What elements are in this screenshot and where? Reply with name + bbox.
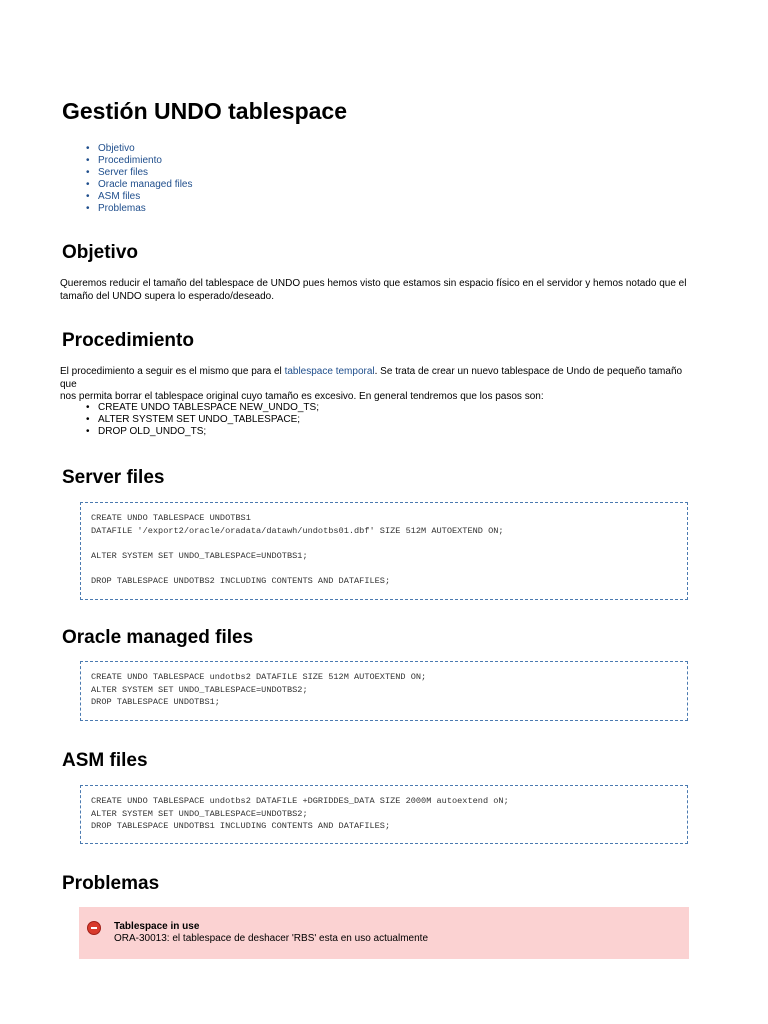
- code-line: ALTER SYSTEM SET UNDO_TABLESPACE=UNDOTBS2;: [91, 808, 308, 819]
- code-block-oracle-managed-files: [80, 661, 688, 721]
- toc-link-asm-files[interactable]: • ASM files: [86, 191, 193, 203]
- toc-link-objetivo[interactable]: • Objetivo: [86, 143, 193, 155]
- code-block-asm-files: [80, 785, 688, 844]
- section-heading-oracle-managed-files: Oracle managed files: [62, 627, 254, 648]
- list-item: • DROP OLD_UNDO_TS;: [86, 426, 319, 438]
- code-line: DROP TABLESPACE UNDOTBS1;: [91, 697, 220, 707]
- error-icon: [87, 921, 101, 935]
- procedimiento-paragraph: [60, 366, 690, 404]
- code-line: ALTER SYSTEM SET UNDO_TABLESPACE=UNDOTBS1;: [91, 550, 308, 561]
- tablespace-temporal-link[interactable]: tablespace temporal: [284, 366, 375, 377]
- procedimiento-line-1-start: El procedimiento a seguir es el mismo que para el: [60, 366, 285, 377]
- code-line: DATAFILE '/export2/oracle/oradata/datawh/undotbs01.dbf' SIZE 512M AUTOEXTEND ON;: [91, 525, 504, 536]
- error-alert: [79, 907, 689, 959]
- list-item: • ALTER SYSTEM SET UNDO_TABLESPACE;: [86, 414, 319, 426]
- code-line: DROP TABLESPACE UNDOTBS1 INCLUDING CONTENTS AND DATAFILES;: [91, 821, 391, 831]
- toc-link-procedimiento[interactable]: • Procedimiento: [86, 155, 193, 167]
- alert-title: Tablespace in use: [114, 921, 200, 932]
- code-line: CREATE UNDO TABLESPACE undotbs2 DATAFILE SIZE 512M AUTOEXTEND ON;: [91, 672, 427, 682]
- code-line: CREATE UNDO TABLESPACE undotbs2 DATAFILE +DGRIDDES_DATA SIZE 2000M autoextend oN;: [91, 796, 509, 806]
- code-line: DROP TABLESPACE UNDOTBS2 INCLUDING CONTENTS AND DATAFILES;: [91, 575, 391, 586]
- section-heading-server-files: Server files: [62, 467, 165, 488]
- procedimiento-line-2: nos permita borrar el tablespace original cuyo tamaño es excesivo. En general tendremos que los pasos son:: [60, 391, 544, 402]
- section-heading-objetivo: Objetivo: [62, 242, 139, 263]
- alert-message: ORA-30013: el tablespace de deshacer 'RBS' esta en uso actualmente: [114, 933, 429, 944]
- procedimiento-line-1-end: . Se trata de crear un nuevo tablespace de Undo de pequeño tamaño que: [60, 366, 683, 390]
- page-title: Gestión UNDO tablespace: [62, 98, 348, 124]
- toc-link-server-files[interactable]: • Server files: [86, 167, 193, 179]
- code-block-server-files: [80, 502, 688, 600]
- procedure-steps-list: [86, 402, 319, 438]
- objetivo-paragraph: [60, 278, 690, 303]
- objetivo-line-1: Queremos reducir el tamaño del tablespace de UNDO pues hemos visto que estamos sin espacio físico en el servidor y hemos notado que el: [60, 278, 687, 289]
- code-blank-line: [91, 537, 677, 550]
- section-heading-asm-files: ASM files: [62, 750, 148, 771]
- section-heading-procedimiento: Procedimiento: [62, 330, 194, 351]
- table-of-contents: [86, 143, 193, 215]
- list-item: • CREATE UNDO TABLESPACE NEW_UNDO_TS;: [86, 402, 319, 414]
- toc-link-problemas[interactable]: • Problemas: [86, 203, 193, 215]
- code-line: ALTER SYSTEM SET UNDO_TABLESPACE=UNDOTBS2;: [91, 684, 308, 695]
- code-line: CREATE UNDO TABLESPACE UNDOTBS1: [91, 513, 251, 523]
- section-heading-problemas: Problemas: [62, 873, 160, 894]
- code-blank-line: [91, 562, 677, 575]
- objetivo-line-2: tamaño del UNDO supera lo esperado/deseado.: [60, 290, 275, 302]
- toc-link-oracle-managed-files[interactable]: • Oracle managed files: [86, 179, 193, 191]
